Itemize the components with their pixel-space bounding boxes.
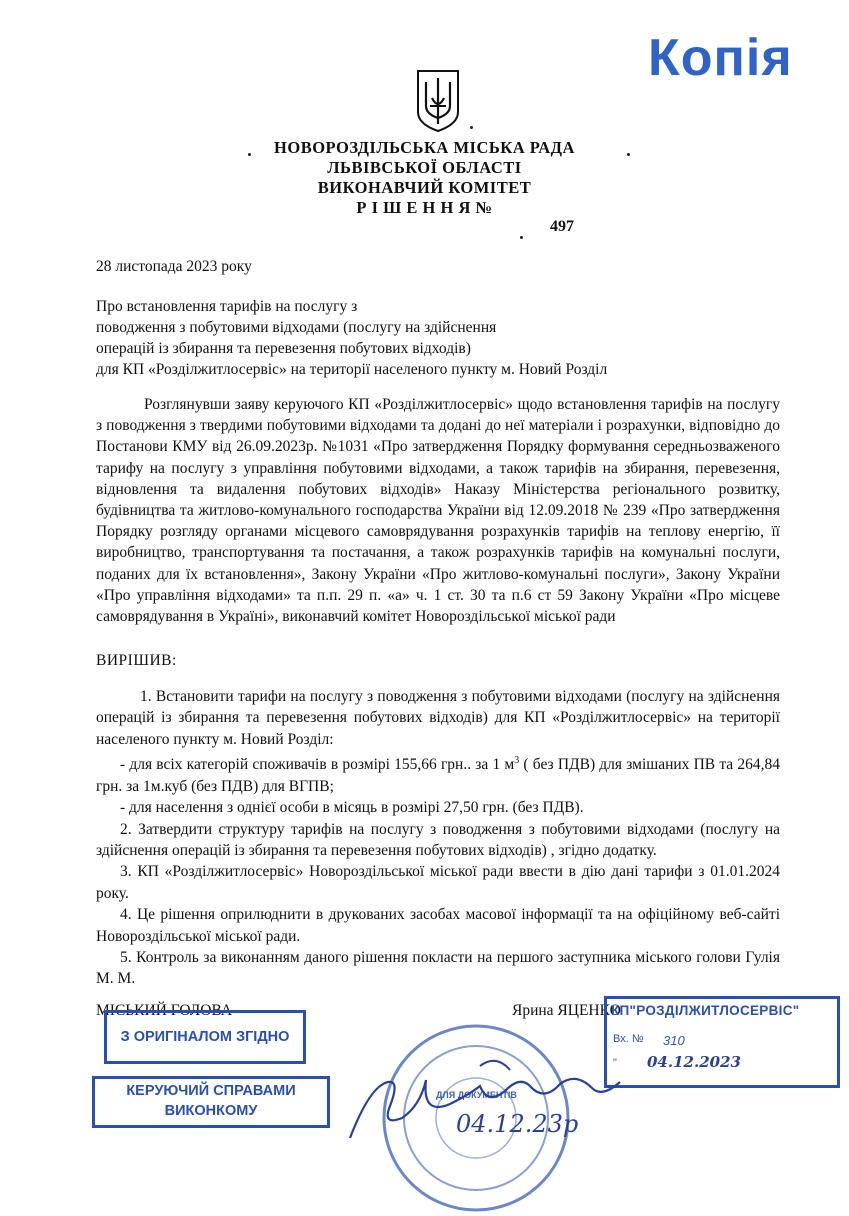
mayor-title: МІСЬКИЙ ГОЛОВА xyxy=(96,1002,233,1019)
subject-line: операцій із збирання та перевезення побутових відходів) xyxy=(96,340,471,357)
scan-speck xyxy=(520,236,523,239)
mayor-name: Ярина ЯЦЕНКО xyxy=(512,1002,621,1019)
item-2: 2. Затвердити структуру тарифів на послугу з поводження з побутовими відходами (послугу на здійснення операцій із збирання та перевезення побутових відходів) , згідно додатку. xyxy=(96,820,780,859)
decision-title: Р І Ш Е Н Н Я № xyxy=(356,198,493,217)
decision-number: 497 xyxy=(550,218,574,235)
committee-title: ВИКОНАВЧИЙ КОМІТЕТ xyxy=(317,178,532,197)
kp-stamp-date-label: " xyxy=(613,1057,617,1069)
preamble-text: Розглянувши заяву керуючого КП «Розділжитлосервіс» щодо встановлення тарифів на послугу з поводження з твердими побутовими відходами та додані до неї матеріали і розрахунки, відповідно до Постанови КМУ від 26.09.2023р. №1031 «Про затвердження Порядку формування середньозваженого тарифу на послугу з управління побутовими відходами, а також тарифів на збирання, перевезення, відновлення та видалення побутових відходів» Наказу Міністерства регіонального розвитку, будівництва та житлово-комунального господарства України від 12.09.2018 № 239 «Про затвердження Порядку розгляду органами місцевого самоврядування розрахунків тарифів на теплову енергію, її виробництво, транспортування та постачання, а також розрахунків тарифів на комунальні послуги, поданих для їх встановлення», Закону України «Про житлово-комунальні послуги», Закону України «Про управління відходами» та п.п. 29 п. «а» ч. 1 ст. 30 та п.6 ст 59 Закону України «Про місцеве самоврядування в Україні», виконавчий комітет Новороздільської міської ради xyxy=(96,396,780,626)
item-1a-text-end: ( без ПДВ) для змішаних ПВ та 264,84 грн. за 1м.куб (без ПДВ) для ВГПВ; xyxy=(96,756,780,795)
subject-line: поводження з побутовими відходами (послугу на здійснення xyxy=(96,319,497,336)
trident-emblem-icon xyxy=(414,68,462,134)
item-1a-sup: 3 xyxy=(514,755,520,767)
manager-stamp-line: КЕРУЮЧИЙ СПРАВАМИ xyxy=(126,1083,296,1099)
kp-stamp-title: КП"РОЗДІЛЖИТЛОСЕРВІС" xyxy=(611,1003,800,1018)
decision-items xyxy=(96,686,780,990)
decision-date: 28 листопада 2023 року xyxy=(96,258,252,275)
subject-line: Про встановлення тарифів на послугу з xyxy=(96,298,358,315)
council-title: НОВОРОЗДІЛЬСЬКА МІСЬКА РАДА xyxy=(274,138,575,157)
item-1: 1. Встановити тарифи на послугу з поводження з побутовими відходами (послугу на здійснення операцій із збирання та перевезення побутових відходів) для КП «Розділжитлосервіс» на території населеного пункту м. Новий Розділ: xyxy=(96,688,780,748)
manager-stamp xyxy=(92,1076,330,1128)
copy-stamp: Копія xyxy=(648,29,793,87)
manager-stamp-line: ВИКОНКОМУ xyxy=(164,1103,258,1119)
decided-heading: ВИРІШИВ: xyxy=(96,652,177,669)
item-1a-text: - для всіх категорій споживачів в розмірі 155,66 грн.. за 1 м xyxy=(120,756,515,774)
item-1b: - для населення з однієї особи в місяць в розмірі 27,50 грн. (без ПДВ). xyxy=(120,799,584,817)
subject-line: для КП «Розділжитлосервіс» на території населеного пункту м. Новий Розділ xyxy=(96,361,608,378)
item-1a xyxy=(96,750,780,797)
decision-subject xyxy=(96,296,736,380)
region-title: ЛЬВІВСЬКОЇ ОБЛАСТІ xyxy=(327,158,522,177)
handwritten-date: 04.12.23р xyxy=(456,1110,579,1138)
handwritten-signature-icon xyxy=(330,1046,650,1156)
kp-stamp-incoming-number: 310 xyxy=(663,1033,685,1048)
original-conforms-stamp: З ОРИГІНАЛОМ ЗГІДНО xyxy=(104,1010,306,1064)
scan-speck xyxy=(627,153,630,156)
item-3: 3. КП «Розділжитлосервіс» Новороздільської міської ради ввести в дію дані тарифи з 01.01.2024 року. xyxy=(96,863,780,902)
preamble xyxy=(96,394,780,627)
scan-speck xyxy=(248,153,251,156)
item-4: 4. Це рішення оприлюднити в друкованих засобах масової інформації та на офіційному веб-сайті Новороздільської міської ради. xyxy=(96,906,780,945)
round-seal-text: ДЛЯ ДОКУМЕНТІВ xyxy=(436,1090,517,1100)
item-5: 5. Контроль за виконанням даного рішення покласти на першого заступника міського голови Гулія М. М. xyxy=(96,949,780,988)
scan-speck xyxy=(470,126,473,129)
kp-stamp-date: 04.12.2023 xyxy=(647,1053,741,1071)
kp-stamp-incoming-label: Вх. № xyxy=(613,1033,644,1045)
